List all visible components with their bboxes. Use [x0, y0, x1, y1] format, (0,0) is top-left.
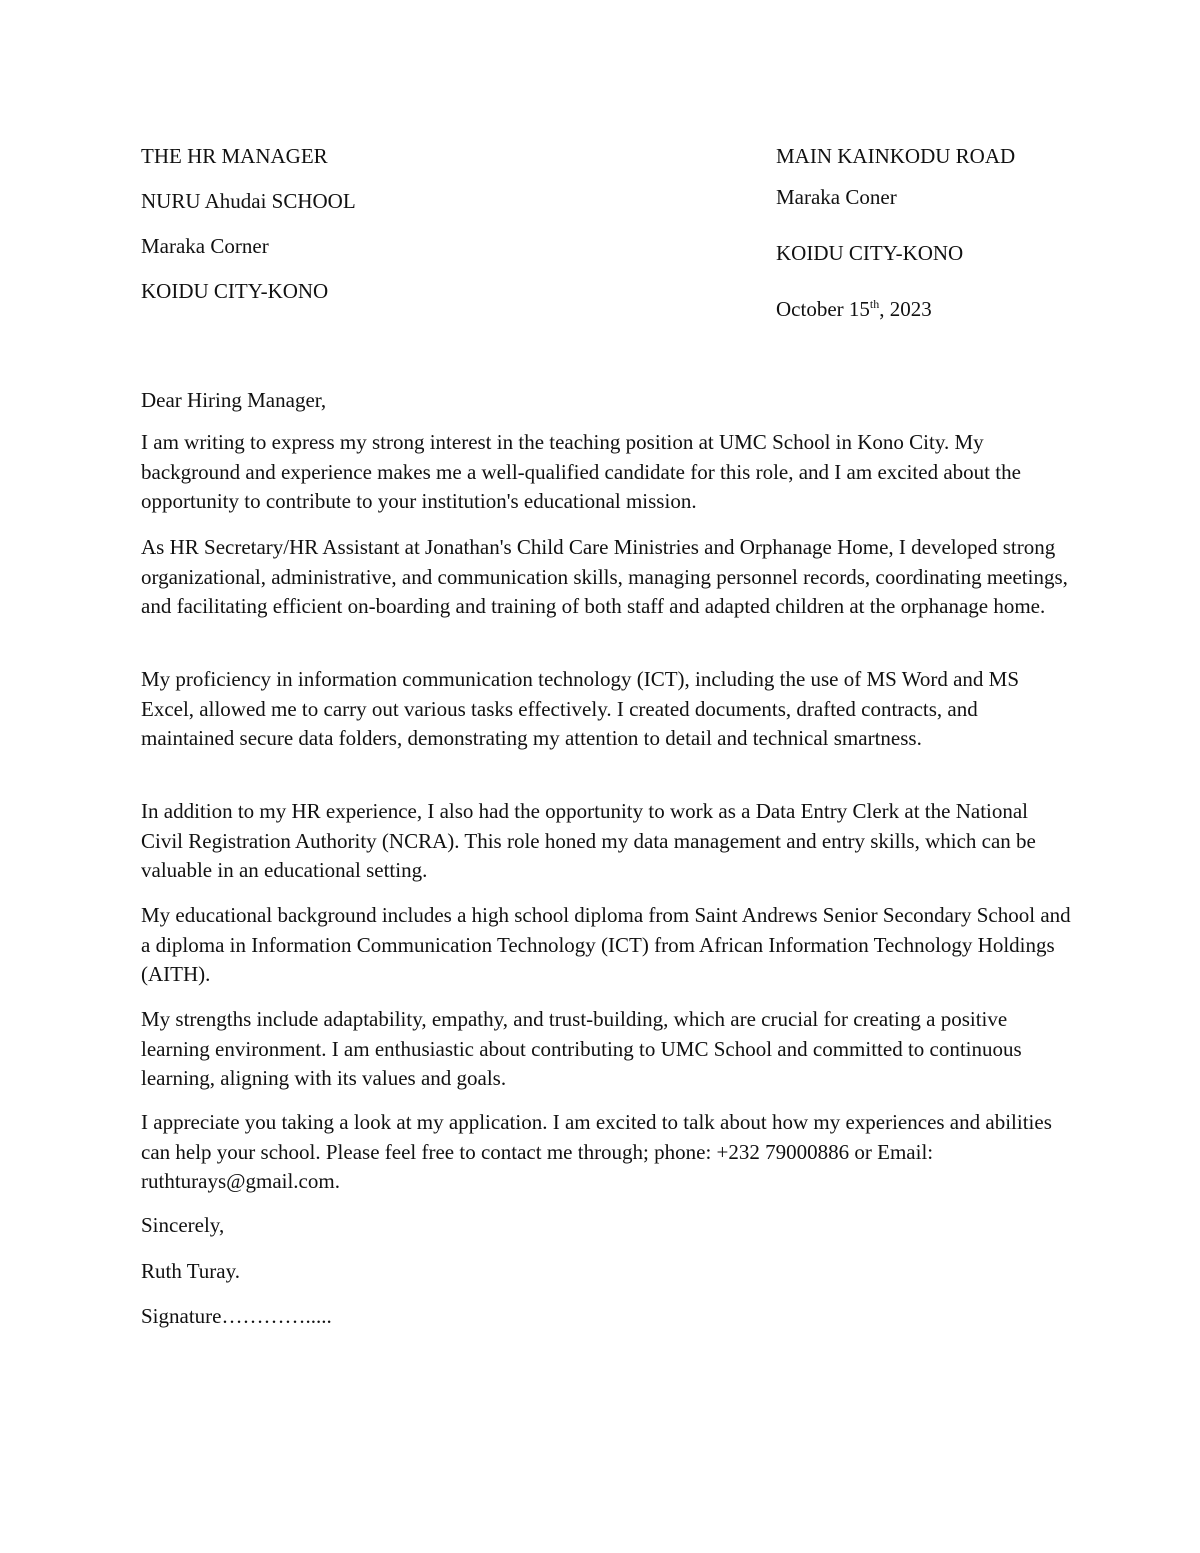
date-ordinal: th — [869, 297, 880, 311]
sender-city: KOIDU CITY-KONO — [776, 241, 964, 265]
letter-date — [776, 297, 932, 321]
paragraph-hr-role: As HR Secretary/HR Assistant at Jonathan's Child Care Ministries and Orphanage Home, I developed strong organizational, administrative, and communication skills, managing personnel records, coordinating meetings, and facilitating efficient on-boarding and training of both staff and adapted children at the orphanage home. — [141, 535, 1068, 618]
salutation: Dear Hiring Manager, — [141, 388, 327, 412]
recipient-street: Maraka Corner — [141, 234, 269, 258]
recipient-title: THE HR MANAGER — [141, 144, 328, 168]
closing: Sincerely, — [141, 1213, 225, 1237]
date-year: , 2023 — [879, 297, 932, 321]
paragraph-intro: I am writing to express my strong interest in the teaching position at UMC School in Kono City. My background and experience makes me a well-qualified candidate for this role, and I am excited about the opportunity to contribute to your institution's educational mission. — [141, 430, 1021, 513]
paragraph-ict: My proficiency in information communication technology (ICT), including the use of MS Word and MS Excel, allowed me to carry out various tasks effectively. I created documents, drafted contracts, and maintained secure data folders, demonstrating my attention to detail and technical smartness. — [141, 667, 1020, 750]
recipient-school: NURU Ahudai SCHOOL — [141, 189, 356, 213]
paragraph-contact: I appreciate you taking a look at my application. I am excited to talk about how my experiences and abilities can help your school. Please feel free to contact me through; phone: +232 79000886 or Email: ruthturays@gmail.com. — [141, 1110, 1052, 1193]
sender-area: Maraka Coner — [776, 185, 897, 209]
recipient-city: KOIDU CITY-KONO — [141, 279, 329, 303]
signature-line: Signature…………..... — [141, 1304, 332, 1328]
paragraph-strengths: My strengths include adaptability, empathy, and trust-building, which are crucial for creating a positive learning environment. I am enthusiastic about contributing to UMC School and committed to continuous learning, aligning with its values and goals. — [141, 1007, 1022, 1090]
paragraph-data-entry: In addition to my HR experience, I also had the opportunity to work as a Data Entry Clerk at the National Civil Registration Authority (NCRA). This role honed my data management and entry skills, which can be valuable in an educational setting. — [141, 799, 1036, 882]
sender-name: Ruth Turay. — [141, 1259, 241, 1283]
paragraph-education: My educational background includes a high school diploma from Saint Andrews Senior Secondary School and a diploma in Information Communication Technology (ICT) from African Information Technology Holdings (AITH). — [141, 903, 1071, 986]
sender-road: MAIN KAINKODU ROAD — [776, 144, 1016, 168]
date-day: October 15 — [776, 297, 870, 321]
